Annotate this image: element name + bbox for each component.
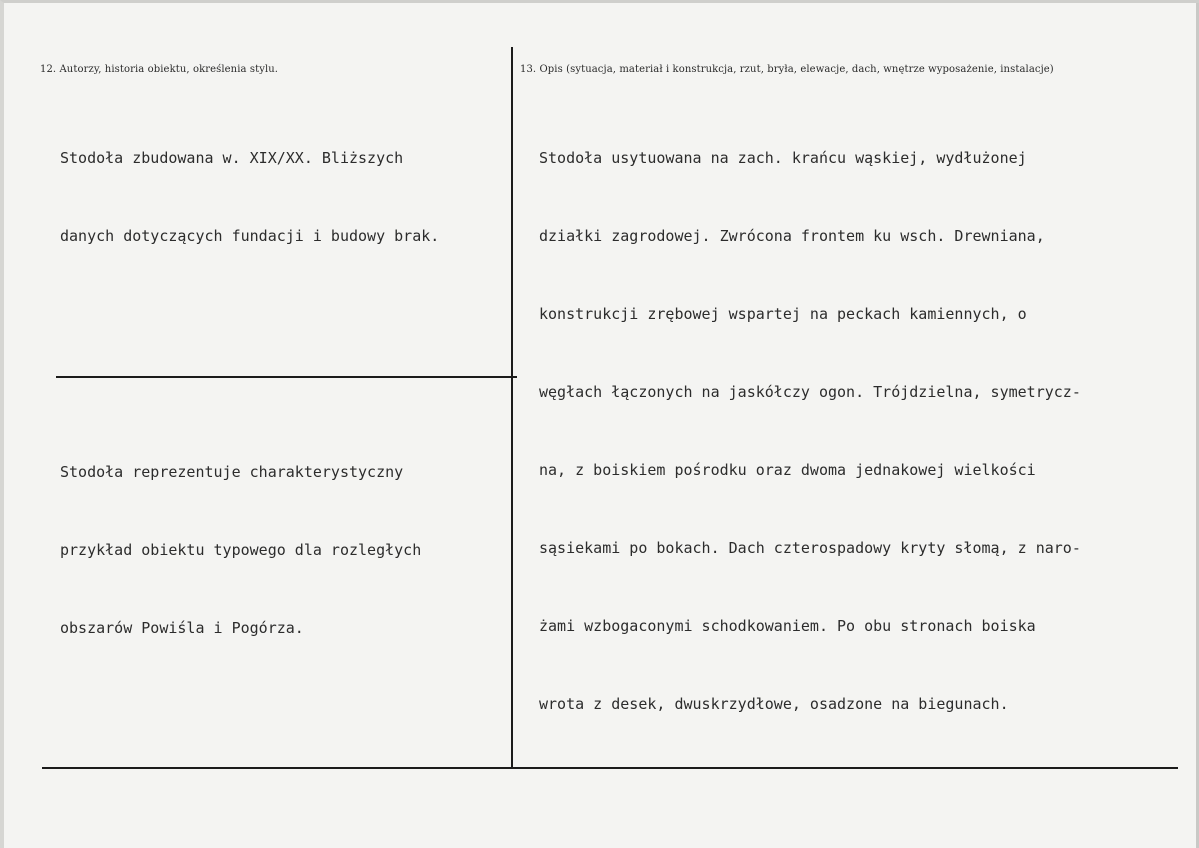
value-section-line: obszarów Powiśla i Pogórza. xyxy=(60,619,304,637)
section-13-line: węgłach łączonych na jaskółczy ogon. Trójdzielna, symetrycz- xyxy=(539,383,1081,401)
section-13-text xyxy=(539,93,1081,769)
section-13-line: wrota z desek, dwuskrzydłowe, osadzone na biegunach. xyxy=(539,695,1009,713)
section-13-line: działki zagrodowej. Zwrócona frontem ku wsch. Drewniana, xyxy=(539,227,1045,245)
vertical-divider xyxy=(511,47,513,768)
value-section-line: przykład obiektu typowego dla rozległych xyxy=(60,541,422,559)
section-13-heading: 13. Opis (sytuacja, materiał i konstrukcja, rzut, bryła, elewacje, dach, wnętrze wyposażenie, instalacje) xyxy=(520,64,1054,75)
value-section-text xyxy=(60,407,421,693)
section-12-line: danych dotyczących fundacji i budowy brak. xyxy=(60,227,440,245)
section-13-line: na, z boiskiem pośrodku oraz dwoma jednakowej wielkości xyxy=(539,461,1036,479)
section-13-line: żami wzbogaconymi schodkowaniem. Po obu stronach boiska xyxy=(539,617,1036,635)
section-13-line: konstrukcji zrębowej wspartej na peckach kamiennych, o xyxy=(539,305,1027,323)
section-12-line: Stodoła zbudowana w. XIX/XX. Bliższych xyxy=(60,149,404,167)
section-12-text xyxy=(60,93,439,301)
bottom-rule xyxy=(42,767,1178,769)
section-13-line: sąsiekami po bokach. Dach czterospadowy kryty słomą, z naro- xyxy=(539,539,1081,557)
section-12-heading: 12. Autorzy, historia obiektu, określenia stylu. xyxy=(40,64,279,75)
value-section-line: Stodoła reprezentuje charakterystyczny xyxy=(60,463,404,481)
horizontal-divider-left xyxy=(56,376,517,378)
section-13-line: Stodoła usytuowana na zach. krańcu wąskiej, wydłużonej xyxy=(539,149,1027,167)
